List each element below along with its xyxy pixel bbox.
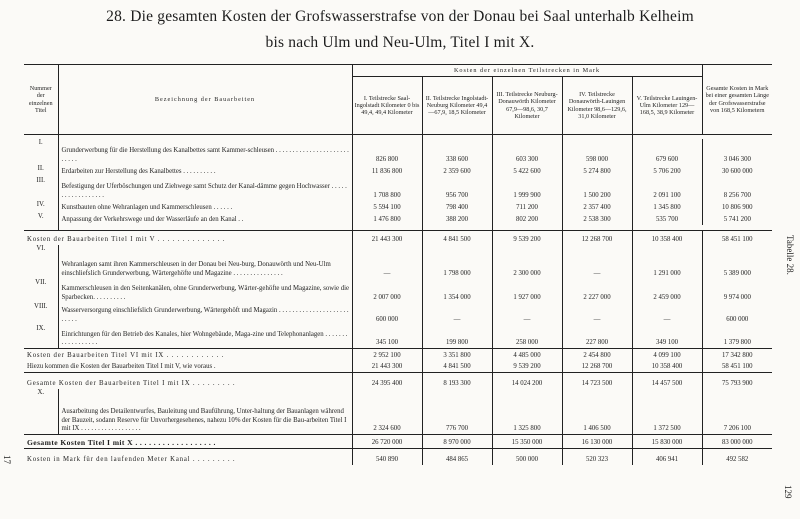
cost-value: — — [352, 245, 422, 279]
row-number: III. — [36, 176, 45, 184]
table-row — [24, 389, 772, 435]
cost-value: 540 890 — [352, 449, 422, 465]
cost-value: 1 708 800 — [352, 177, 422, 201]
cost-value: 24 395 400 — [352, 373, 422, 389]
cost-value: 484 865 — [422, 449, 492, 465]
table-side-label: Tabelle 28. — [785, 235, 795, 275]
cost-value: 9 539 200 — [492, 231, 562, 245]
cost-value: 2 324 600 — [352, 389, 422, 435]
subtotal-row — [24, 231, 772, 245]
cost-value: 956 700 — [422, 177, 492, 201]
cost-value: 3 046 300 — [702, 139, 772, 165]
cost-value: 1 345 800 — [632, 201, 702, 213]
cost-value: 1 372 500 — [632, 389, 702, 435]
per-meter-row — [24, 449, 772, 465]
cost-value: 598 000 — [562, 139, 632, 165]
row-description: Anpassung der Verkehrswege und der Wasserläufe an den Kanal . . — [58, 213, 352, 225]
cost-value: 338 600 — [422, 139, 492, 165]
cost-value: 1 379 800 — [702, 325, 772, 349]
cost-value: 603 300 — [492, 139, 562, 165]
cost-value: 10 358 400 — [632, 361, 702, 373]
cost-value: 776 700 — [422, 389, 492, 435]
cost-value: 10 358 400 — [632, 231, 702, 245]
cost-value: 600 000 — [352, 303, 422, 325]
cost-value: — — [562, 245, 632, 279]
cost-value: 30 600 000 — [702, 165, 772, 177]
cost-value: 1 325 800 — [492, 389, 562, 435]
cost-value: 16 130 000 — [562, 435, 632, 449]
cost-value: 58 451 100 — [702, 361, 772, 373]
cost-value: 2 300 000 — [492, 245, 562, 279]
table-row — [24, 325, 772, 349]
row-label: Kosten in Mark für den laufenden Meter Kanal . . . . . . . . . — [24, 449, 352, 465]
cost-value: 600 000 — [702, 303, 772, 325]
row-label: Kosten der Bauarbeiten Titel VI mit IX . . . . . . . . . . . . — [24, 349, 352, 361]
cost-value: — — [632, 303, 702, 325]
cost-value: 679 600 — [632, 139, 702, 165]
cost-value: 199 800 — [422, 325, 492, 349]
row-number: VIII. — [34, 302, 48, 310]
cost-value: 406 941 — [632, 449, 702, 465]
cost-value: 14 457 500 — [632, 373, 702, 389]
cost-value: 535 700 — [632, 213, 702, 225]
header-section: IV. Teilstrecke Donauwörth-Lauingen Kilometer 98,6—129,6, 31,0 Kilometer — [562, 77, 632, 135]
row-number: V. — [37, 212, 44, 220]
cost-value: 10 806 900 — [702, 201, 772, 213]
cost-value: — — [422, 303, 492, 325]
cost-value: 798 400 — [422, 201, 492, 213]
header-total: Gesamte Kosten in Mark bei einer gesamten Länge der Grofswasserstrafse von 168,5 Kilometern — [702, 65, 772, 135]
table-row — [24, 165, 772, 177]
cost-value: 5 741 200 — [702, 213, 772, 225]
header-section: I. Teilstrecke Saal-Ingolstadt Kilometer 0 bis 49,4, 49,4 Kilometer — [352, 77, 422, 135]
header-description: Bezeichnung der Bauarbeiten — [58, 65, 352, 135]
row-description: Grunderwerbung für die Herstellung des Kanalbettes samt Kammer-schleusen . . . . . . . . . . . . . . . . . . . . . . . . . . . — [58, 139, 352, 165]
header-section: III. Teilstrecke Neuburg-Donauwörth Kilometer 67,9—98,6, 30,7 Kilometer — [492, 77, 562, 135]
cost-value: 11 836 800 — [352, 165, 422, 177]
row-number: I. — [38, 138, 43, 146]
cost-value: 1 500 200 — [562, 177, 632, 201]
subtotal-row — [24, 361, 772, 373]
header-number: Nummer der einzelnen Titel — [24, 65, 58, 135]
cost-value: 12 268 700 — [562, 231, 632, 245]
cost-value: 258 000 — [492, 325, 562, 349]
cost-value: 3 351 800 — [422, 349, 492, 361]
cost-value: 15 350 000 — [492, 435, 562, 449]
row-label: Kosten der Bauarbeiten Titel I mit V . . . . . . . . . . . . . . — [24, 231, 352, 245]
row-description: Kammerschleusen in den Seitenkanälen, ohne Grunderwerbung, Wärter-gehöfte und Magazine, sowie die Sparbecken. . . . . . . . . . — [58, 279, 352, 303]
cost-value: 2 227 000 — [562, 279, 632, 303]
table-row — [24, 245, 772, 279]
table-row — [24, 279, 772, 303]
row-description: Kunstbauten ohne Wehranlagen und Kammerschleusen . . . . . . — [58, 201, 352, 213]
cost-table — [24, 64, 772, 465]
table-row — [24, 201, 772, 213]
page-number-left: 17 — [2, 455, 12, 464]
cost-value: 388 200 — [422, 213, 492, 225]
cost-value: 7 206 100 — [702, 389, 772, 435]
cost-value: 711 200 — [492, 201, 562, 213]
subtotal-row — [24, 373, 772, 389]
row-description: Einrichtungen für den Betrieb des Kanales, hier Wohngebäude, Maga-zine und Telephonanlagen . . . . . . . . . . . . . . . . . . — [58, 325, 352, 349]
cost-value: 500 000 — [492, 449, 562, 465]
cost-value: 8 193 300 — [422, 373, 492, 389]
cost-value: 75 793 900 — [702, 373, 772, 389]
row-description: Wehranlagen samt ihren Kammerschleusen in der Donau bei Neu-burg, Donauwörth und Neu-Ulm einschliefslich Grunderwerbung, Wärtergehöfte und Magazine . . . . . . . . . . . . . . . — [58, 245, 352, 279]
cost-value: — — [492, 303, 562, 325]
table-row — [24, 139, 772, 165]
subtotal-row — [24, 349, 772, 361]
cost-value: 2 091 100 — [632, 177, 702, 201]
cost-value: 802 200 — [492, 213, 562, 225]
cost-value: 83 000 000 — [702, 435, 772, 449]
row-description: Ausarbeitung des Detailentwurfes, Bauleitung und Bauführung, Unter-haltung der Bauanlagen während der Bauzeit, sodann Reserve für Unvorhergesehenes, nahezu 10% der Kosten für die Bau-arbeiten Titel I mit IX . . . . . . . . . . . . . . . . . . — [58, 389, 352, 435]
cost-value: 12 268 700 — [562, 361, 632, 373]
row-number: IV. — [36, 200, 45, 208]
cost-value: 1 406 500 — [562, 389, 632, 435]
table-row — [24, 303, 772, 325]
cost-value: 5 422 600 — [492, 165, 562, 177]
page-number-right: 129 — [783, 485, 793, 499]
cost-value: 15 830 000 — [632, 435, 702, 449]
cost-value: 2 007 000 — [352, 279, 422, 303]
cost-value: 826 800 — [352, 139, 422, 165]
cost-value: 345 100 — [352, 325, 422, 349]
cost-value: 9 539 200 — [492, 361, 562, 373]
row-label: Hiezu kommen die Kosten der Bauarbeiten Titel I mit V, wie voraus . — [27, 363, 216, 371]
cost-value: 2 538 300 — [562, 213, 632, 225]
row-description: Wasserversorgung einschliefslich Grunderwerbung, Wärtergehöft und Magazin . . . . . . . . . . . . . . . . . . . . . . . . . . — [58, 303, 352, 325]
cost-value: 5 389 000 — [702, 245, 772, 279]
cost-value: 17 342 800 — [702, 349, 772, 361]
grand-total-row — [24, 435, 772, 449]
cost-value: 1 476 800 — [352, 213, 422, 225]
cost-value: 26 720 000 — [352, 435, 422, 449]
row-description: Erdarbeiten zur Herstellung des Kanalbettes . . . . . . . . . . — [58, 165, 352, 177]
cost-value: 58 451 100 — [702, 231, 772, 245]
table-row — [24, 177, 772, 201]
row-number: IX. — [36, 324, 46, 332]
page-title-line-2: bis nach Ulm und Neu-Ulm, Titel I mit X. — [265, 34, 535, 51]
cost-value: 5 594 100 — [352, 201, 422, 213]
cost-value: 227 800 — [562, 325, 632, 349]
cost-value: 8 970 000 — [422, 435, 492, 449]
cost-value: 2 454 800 — [562, 349, 632, 361]
cost-value: 8 256 700 — [702, 177, 772, 201]
cost-value: 9 974 000 — [702, 279, 772, 303]
cost-value: 520 323 — [562, 449, 632, 465]
row-number: X. — [37, 388, 45, 396]
header-section: V. Teilstrecke Lauingen-Ulm Kilometer 129—168,5, 38,9 Kilometer — [632, 77, 702, 135]
cost-value: 21 443 300 — [352, 231, 422, 245]
row-number: VII. — [35, 278, 47, 286]
cost-value: 349 100 — [632, 325, 702, 349]
cost-value: 1 354 000 — [422, 279, 492, 303]
cost-value: 14 024 200 — [492, 373, 562, 389]
cost-value: 14 723 500 — [562, 373, 632, 389]
header-section-group: Kosten der einzelnen Teilstrecken in Mark — [352, 65, 702, 77]
header-section: II. Teilstrecke Ingolstadt-Neuburg Kilometer 49,4—67,9, 18,5 Kilometer — [422, 77, 492, 135]
row-number: VI. — [36, 244, 46, 252]
cost-value: 5 706 200 — [632, 165, 702, 177]
cost-value: 4 485 000 — [492, 349, 562, 361]
cost-value: 1 927 000 — [492, 279, 562, 303]
cost-value: 5 274 800 — [562, 165, 632, 177]
cost-value: 492 582 — [702, 449, 772, 465]
row-number: II. — [37, 164, 44, 172]
cost-value: 4 841 500 — [422, 231, 492, 245]
cost-value: 2 952 100 — [352, 349, 422, 361]
page-title-line-1: 28. Die gesamten Kosten der Grofswasserstrafse von der Donau bei Saal unterhalb Kelheim — [106, 8, 694, 25]
row-description: Befestigung der Uferböschungen und Ziehwege samt Schutz der Kanal-dämme gegen Hochwasser . . . . . . . . . . . . . . . . . . — [58, 177, 352, 201]
row-label: Gesamte Kosten der Bauarbeiten Titel I mit IX . . . . . . . . . — [24, 373, 352, 389]
row-label: Gesamte Kosten Titel I mit X . . . . . . . . . . . . . . . . . . — [24, 435, 352, 449]
cost-value: 1 798 000 — [422, 245, 492, 279]
cost-value: 4 099 100 — [632, 349, 702, 361]
cost-value: 1 999 900 — [492, 177, 562, 201]
cost-value: 2 359 600 — [422, 165, 492, 177]
cost-value: 4 841 500 — [422, 361, 492, 373]
cost-value: 2 357 400 — [562, 201, 632, 213]
cost-value: — — [562, 303, 632, 325]
cost-value: 2 459 000 — [632, 279, 702, 303]
cost-value: 1 291 000 — [632, 245, 702, 279]
table-row — [24, 213, 772, 225]
cost-value: 21 443 300 — [352, 361, 422, 373]
